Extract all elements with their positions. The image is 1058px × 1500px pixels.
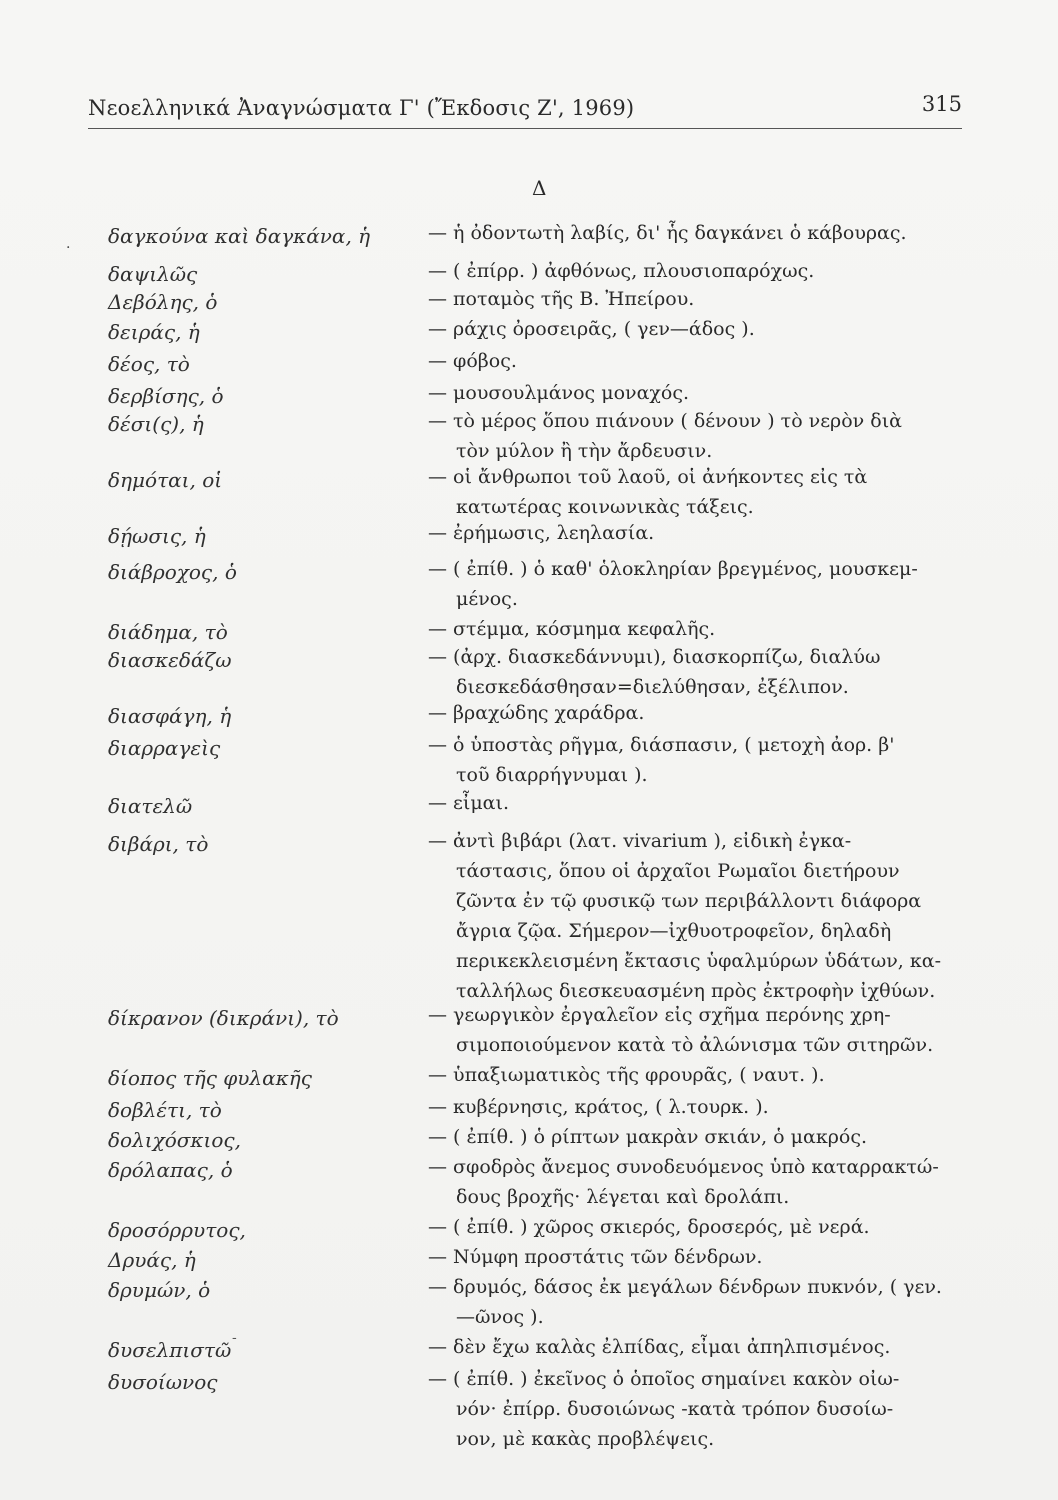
entry-headword: δυσοίωνος — [108, 1370, 218, 1394]
entry-headword: διατελῶ — [108, 794, 193, 818]
entry-definition: — ( ἐπίθ. ) ὁ ρίπτων μακρὰν σκιάν, ὁ μακρός. — [428, 1126, 867, 1148]
entry-headword: δέσι(ς), ἡ — [108, 412, 204, 436]
entry-definition: — βραχώδης χαράδρα. — [428, 702, 645, 724]
entry-definition-continued: σιμοποιούμενον κατὰ τὸ ἀλώνισμα τῶν σιτηρῶν. — [456, 1034, 934, 1056]
margin-dot: . — [66, 236, 71, 252]
entry-headword: δέος, τὸ — [108, 352, 190, 376]
entry-headword: δίοπος τῆς φυλακῆς — [108, 1066, 312, 1090]
entry-definition: — δρυμός, δάσος ἐκ μεγάλων δένδρων πυκνόν, ( γεν. — [428, 1276, 942, 1298]
entry-definition: — ἡ ὀδοντωτὴ λαβίς, δι' ἧς δαγκάνει ὁ κάβουρας. — [428, 222, 907, 244]
entry-definition-continued: περικεκλεισμένη ἔκτασις ὑφαλμύρων ὑδάτων, κα- — [456, 950, 941, 972]
entry-definition: — ράχις ὀροσειρᾶς, ( γεν—άδος ). — [428, 318, 755, 340]
entry-headword: δρυμών, ὁ — [108, 1278, 211, 1302]
entry-definition-continued: δους βροχῆς· λέγεται καὶ δρολάπι. — [456, 1186, 790, 1208]
entry-definition-continued: ταλλήλως διεσκευασμένη πρὸς ἐκτροφὴν ἰχθύων. — [456, 980, 936, 1002]
entry-definition: — ποταμὸς τῆς Β. Ἠπείρου. — [428, 288, 695, 310]
entry-headword: Δρυάς, ἡ — [108, 1248, 196, 1272]
entry-definition: — ( ἐπίθ. ) ὁ καθ' ὁλοκληρίαν βρεγμένος, μουσκεμ- — [428, 558, 918, 580]
entry-headword: διάδημα, τὸ — [108, 620, 228, 644]
entry-definition-continued: ζῶντα ἐν τῷ φυσικῷ των περιβάλλοντι διάφορα — [456, 890, 922, 912]
entry-definition: — ἀντὶ βιβάρι (λατ. vivarium ), εἰδικὴ ἐγκα- — [428, 830, 852, 852]
entry-definition: — μουσουλμάνος μοναχός. — [428, 382, 690, 404]
entry-headword: δροσόρρυτος, — [108, 1218, 246, 1242]
entry-definition: — τὸ μέρος ὅπου πιάνουν ( δένουν ) τὸ νερὸν διὰ — [428, 410, 902, 432]
entry-definition: — οἱ ἄνθρωποι τοῦ λαοῦ, οἱ ἀνήκοντες εἰς τὰ — [428, 466, 868, 488]
entry-headword: δολιχόσκιος, — [108, 1128, 241, 1152]
entry-headword: δημόται, οἱ — [108, 468, 223, 492]
entry-definition-continued: τάστασις, ὅπου οἱ ἀρχαῖοι Ρωμαῖοι διετήρουν — [456, 860, 900, 882]
entry-headword: δῄωσις, ἡ — [108, 524, 206, 548]
entry-definition-continued: τὸν μύλον ἢ τὴν ἄρδευσιν. — [456, 440, 713, 462]
entry-headword: διασκεδάζω — [108, 648, 232, 672]
entry-definition: — σφοδρὸς ἄνεμος συνοδευόμενος ὑπὸ καταρρακτώ- — [428, 1156, 939, 1178]
entry-headword: δαγκούνα καὶ δαγκάνα, ἡ — [108, 224, 371, 248]
page-number: 315 — [921, 92, 962, 116]
entry-definition-continued: διεσκεδάσθησαν=διελύθησαν, ἐξέλιπον. — [456, 676, 849, 698]
entry-definition-continued: νον, μὲ κακὰς προβλέψεις. — [456, 1428, 715, 1450]
entry-definition: — ( ἐπίθ. ) χῶρος σκιερός, δροσερός, μὲ νερά. — [428, 1216, 870, 1238]
entry-definition-continued: ἄγρια ζῷα. Σήμερον—ἰχθυοτροφεῖον, δηλαδὴ — [456, 920, 892, 942]
entry-headword: δερβίσης, ὁ — [108, 384, 224, 408]
entry-headword: δυσελπιστῶ — [108, 1338, 232, 1362]
entry-definition: — γεωργικὸν ἐργαλεῖον εἰς σχῆμα περόνης χρη- — [428, 1004, 891, 1026]
entry-headword: διάβροχος, ὁ — [108, 560, 237, 584]
entry-definition: — κυβέρνησις, κράτος, ( λ.τουρκ. ). — [428, 1096, 769, 1118]
entry-headword: Δεβόλης, ὁ — [108, 290, 218, 314]
entry-definition-continued: νόν· ἐπίρρ. δυσοιώνως -κατὰ τρόπον δυσοίω- — [456, 1398, 894, 1420]
entry-definition: — (ἀρχ. διασκεδάννυμι), διασκορπίζω, διαλύω — [428, 646, 881, 668]
entry-headword: δειράς, ἡ — [108, 320, 200, 344]
entry-definition: — φόβος. — [428, 350, 517, 372]
entry-definition: — δὲν ἔχω καλὰς ἐλπίδας, εἶμαι ἀπηλπισμένος. — [428, 1336, 891, 1358]
entry-definition-continued: κατωτέρας κοινωνικὰς τάξεις. — [456, 496, 754, 518]
entry-definition: — στέμμα, κόσμημα κεφαλῆς. — [428, 618, 716, 640]
entry-definition: — ( ἐπίρρ. ) ἀφθόνως, πλουσιοπαρόχως. — [428, 260, 815, 282]
entry-definition: — εἶμαι. — [428, 792, 510, 814]
entry-headword: διβάρι, τὸ — [108, 832, 209, 856]
entry-headword: δοβλέτι, τὸ — [108, 1098, 222, 1122]
entry-definition: — ἐρήμωσις, λεηλασία. — [428, 522, 655, 544]
entry-definition: — Νύμφη προστάτις τῶν δένδρων. — [428, 1246, 763, 1268]
entry-headword: διαρραγεὶς — [108, 736, 221, 760]
section-letter: Δ — [532, 176, 547, 200]
entry-headword: διασφάγη, ἡ — [108, 704, 232, 728]
entry-definition-continued: μένος. — [456, 588, 518, 610]
entry-definition-continued: —ῶνος ). — [456, 1306, 544, 1328]
entry-definition: — ὁ ὑποστὰς ρῆγμα, διάσπασιν, ( μετοχὴ ἀορ. β' — [428, 734, 895, 756]
margin-tick: - — [232, 1330, 237, 1346]
entry-headword: δαψιλῶς — [108, 262, 198, 286]
entry-definition: — ὑπαξιωματικὸς τῆς φρουρᾶς, ( ναυτ. ). — [428, 1064, 825, 1086]
entry-headword: δίκρανον (δικράνι), τὸ — [108, 1006, 339, 1030]
entry-definition: — ( ἐπίθ. ) ἐκεῖνος ὁ ὁποῖος σημαίνει κακὸν οἰω- — [428, 1368, 900, 1390]
entry-headword: δρόλαπας, ὁ — [108, 1158, 233, 1182]
entry-definition-continued: τοῦ διαρρήγνυμαι ). — [456, 764, 648, 786]
running-title: Νεοελληνικά Ἀναγνώσματα Γ' (Ἔκδοσις Ζ', 1969) — [88, 96, 635, 120]
